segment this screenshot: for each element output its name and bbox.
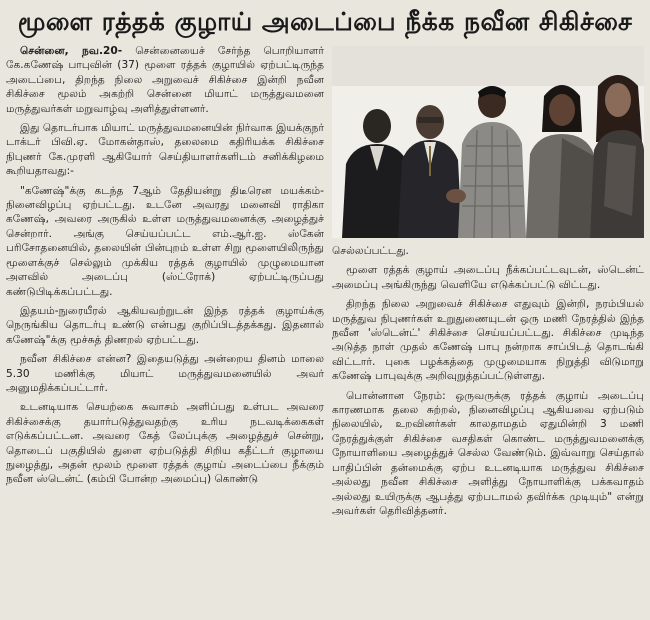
paragraph: "கணேஷ்"க்கு கடந்த 7ஆம் தேதியன்று திடீரென மயக்கம்-நினைவிழப்பு ஏற்பட்டது. உடனே அவரது மனைவி ராதிகா கணேஷ், அவரை அருகில் உள்ள மருத்துவமனைக்கு அழைத்துச் சென்றார். அங்கு செய்யப்பட்ட எம்.ஆர்.ஐ. ஸ்கேன் பரிசோதனையில், தலையின் பின்புறம் உள்ள சிறு மூளையிலிருந்து மூளைக்குச் செல்லும் முக்கிய ரத்தக் குழாயில் முழுமையான அளவில் அடைப்பு (ஸ்ட்ரோக்) ஏற்பட்டிருப்பது கண்டுபிடிக்கப்பட்டது. <box>6 184 324 298</box>
paragraph: சென்னை, நவ.20- சென்னையைச் சேர்ந்த பொறியாளர் கே.கணேஷ் பாபுவின் (37) மூளை ரத்தக் குழாயில் ஏற்பட்டிருந்த அடைப்பை, திறந்த நிலை அறுவைச் சிகிச்சை இன்றி நவீன சிகிச்சை மூலம் அகற்றி சென்னை மியாட் மருத்துவமனை மருத்துவர்கள் மறுவாழ்வு அளித்துள்ளனர். <box>6 45 324 115</box>
paragraph: உடனடியாக செயற்கை சுவாசம் அளிப்பது உள்பட அவரை சிகிச்சைக்கு தயார்படுத்துவதற்கு உரிய நடவடிக்கைகள் எடுக்கப்பட்டன. அவரை கேத் லேப்புக்கு அழைத்துச் சென்று, தொடைப் பகுதியில் துளை ஏற்படுத்தி சிறிய கதீட்டர் குழாயை நுழைத்து, அதன் மூலம் மூளை ரத்தக் குழாய் அடைப்பை நீக்கும் நவீன ஸ்டென்ட் (கம்பி போன்ற அமைப்பு) கொண்டு <box>6 401 324 486</box>
paragraph: பொன்னான நேரம்: ஒருவருக்கு ரத்தக் குழாய் அடைப்பு காரணமாக தலை சுற்றல், நினைவிழப்பு ஆகியவை ஏற்படும் நிலையில், உறவினர்கள் காலதாமதம் ஏதுமின்றி 3 மணி நேரத்துக்குள் சிகிச்சை வசதிகள் கொண்ட மருத்துவமனைக்கு நோயாளியை அழைத்துச் செல்ல வேண்டும். இவ்வாறு செய்தால் பாதிப்பின் தன்மைக்கு ஏற்ப உடனடியாக மருத்துவ சிகிச்சை அல்லது நவீன சிகிச்சை அளித்து நோயாளிக்கு பக்கவாதம் அல்லது உயிருக்கு ஆபத்து ஏற்படாமல் தவிர்க்க முடியும்" என்று அவர்கள் தெரிவித்தனர். <box>332 389 644 517</box>
person-5 <box>590 75 644 238</box>
photo-image <box>332 46 644 238</box>
article-column-right <box>332 244 644 616</box>
paragraph: இதயம்-நுரையீரல் ஆகியவற்றுடன் இந்த ரத்தக் குழாய்க்கு நெருங்கிய தொடர்பு உண்டு என்பது குறிப்பிடத்தக்கது. இதனால் கணேஷ்"க்கு மூச்சுத் திணறல் ஏற்பட்டது. <box>6 304 324 346</box>
paragraph: செல்லப்பட்டது. <box>332 245 409 257</box>
news-photo <box>332 46 644 238</box>
paragraph: மூளை ரத்தக் குழாய் அடைப்பு நீக்கப்பட்டவுடன், ஸ்டென்ட் அமைப்பு அங்கிருந்து வெளியே எடுக்கப்பட்டு விட்டது. <box>332 264 644 291</box>
paragraph: இது தொடர்பாக மியாட் மருத்துவமனையின் நிர்வாக இயக்குநர் டாக்டர் பிவி.ஏ. மோகன்தாஸ், தலைமை கதிரியக்க சிகிச்சை நிபுணர் கே.முரளி ஆகியோர் செய்தியாளர்களிடம் சனிக்கிழமை கூறியதாவது:- <box>6 122 324 178</box>
headline: மூளை ரத்தக் குழாய் அடைப்பை நீக்க நவீன சிகிச்சை <box>17 7 633 36</box>
dateline: சென்னை, நவ.20- <box>20 45 123 57</box>
handshake <box>446 189 466 203</box>
paragraph: திறந்த நிலை அறுவைச் சிகிச்சை எதுவும் இன்றி, நரம்பியல் மருத்துவ நிபுணர்கள் உறுதுணையுடன் ஒரு மணி நேரத்தில் இந்த நவீன 'ஸ்டென்ட்' சிகிச்சை செய்யப்பட்டது. சிகிச்சை முடிந்த அடுத்த நாள் முதல் கணேஷ் பாபு நன்றாக சாப்பிடத் தொடங்கி விட்டார். புகை பழக்கத்தை முழுமையாக நிறுத்தி விடுமாறு கணேஷ் பாபுவுக்கு அறிவுறுத்தப்பட்டுள்ளது. <box>332 298 644 383</box>
paragraph: நவீன சிகிச்சை என்ன? இதையடுத்து அன்றைய தினம் மாலை 5.30 மணிக்கு மியாட் மருத்துவமனையில் அவர் அனுமதிக்கப்பட்டார். <box>6 353 324 394</box>
article-column-left <box>6 44 324 616</box>
